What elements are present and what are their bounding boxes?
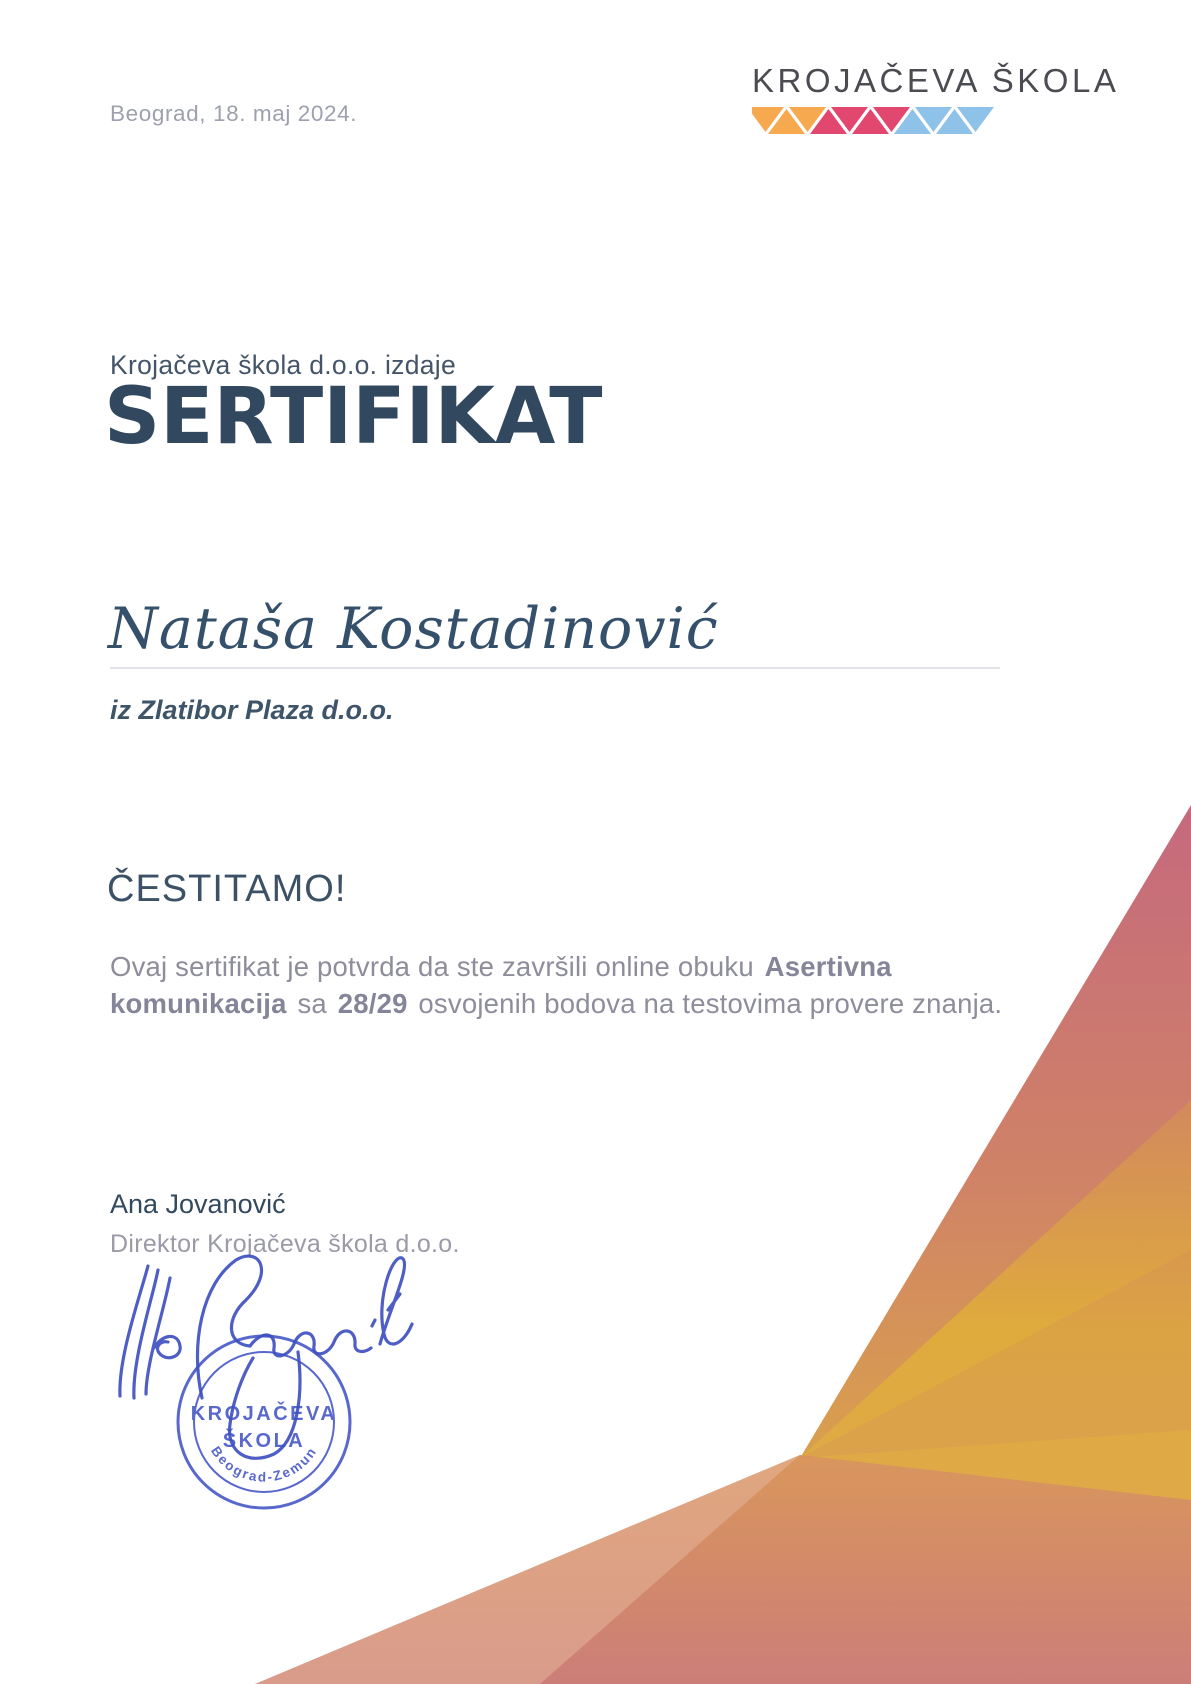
congrats-heading: ČESTITAMO!	[107, 868, 347, 910]
message-bold-segment: Asertivna komunikacija	[110, 951, 892, 1019]
logo-text: KROJAČEVA ŠKOLA	[752, 62, 1120, 99]
signature-and-stamp	[90, 1248, 480, 1678]
stamp-line1: KROJAČEVA	[190, 1403, 338, 1425]
stamp-line2: ŠKOLA	[222, 1430, 306, 1452]
message-segment: Ovaj sertifikat je potvrda da ste završili online obuku	[110, 951, 762, 982]
logo	[752, 62, 1119, 134]
name-underline	[110, 667, 1000, 669]
message-segment: osvojenih bodova na testovima provere znanja.	[410, 988, 1003, 1019]
logo-triangle-strip-icon	[752, 107, 1000, 134]
recipient-name: Nataša Kostadinović	[108, 596, 719, 662]
issue-date: Beograd, 18. maj 2024.	[110, 101, 358, 126]
signature-scrawl	[120, 1256, 412, 1458]
certificate-title: SERTIFIKAT	[104, 372, 603, 462]
message-segment: sa	[289, 988, 335, 1019]
message-bold-segment: 28/29	[337, 988, 408, 1019]
stamp-arc-text: Beograd-Zemun	[207, 1443, 321, 1485]
signatory-title: Direktor Krojačeva škola d.o.o.	[110, 1230, 460, 1258]
round-stamp	[178, 1336, 350, 1508]
issuer-line: Krojačeva škola d.o.o. izdaje	[110, 350, 457, 380]
signatory-name: Ana Jovanović	[110, 1189, 286, 1219]
congrats-message	[110, 948, 1010, 1022]
recipient-company: iz Zlatibor Plaza d.o.o.	[110, 695, 394, 725]
